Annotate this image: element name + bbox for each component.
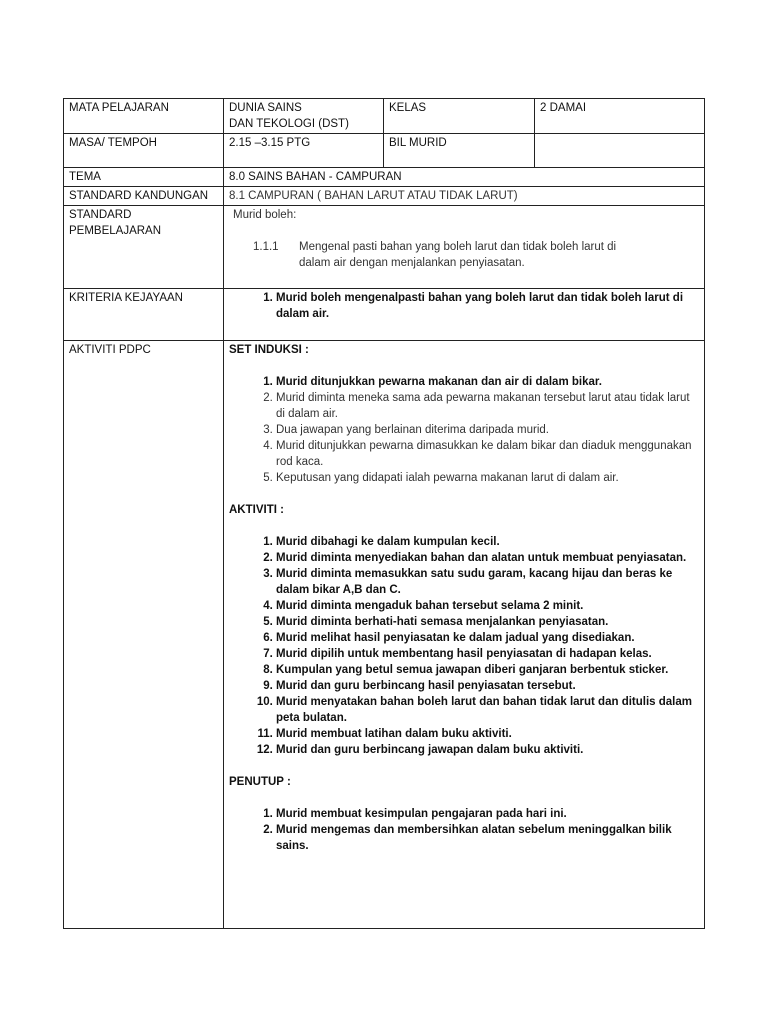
list-item: 12. Murid dan guru berbincang jawapan dalam buku aktiviti.: [276, 742, 699, 758]
list-item: 9. Murid dan guru berbincang hasil penyiasatan tersebut.: [276, 678, 699, 694]
sp-intro: Murid boleh:: [233, 209, 297, 221]
penutup-list: [229, 806, 699, 854]
sp-item: [229, 239, 699, 271]
list-item: 1. Murid membuat kesimpulan pengajaran pada hari ini.: [276, 806, 699, 822]
subject-line-2: DAN TEKOLOGI (DST): [229, 118, 349, 130]
sp-item-line-1: Mengenal pasti bahan yang boleh larut dan tidak boleh larut di: [299, 241, 617, 253]
sp-item-number: 1.1.1: [253, 241, 279, 253]
list-item: 2. Murid diminta menyediakan bahan dan alatan untuk membuat penyiasatan.: [276, 550, 699, 566]
list-item: 1. Murid boleh mengenalpasti bahan yang boleh larut dan tidak boleh larut di dalam air.: [276, 290, 699, 322]
row-mata-pelajaran: [64, 99, 705, 134]
label-mata-pelajaran: MATA PELAJARAN: [64, 99, 224, 134]
label-kelas: KELAS: [384, 99, 535, 134]
label-tema: TEMA: [64, 168, 224, 187]
value-kriteria: [224, 289, 705, 341]
row-standard-pembelajaran: [64, 206, 705, 289]
sp-item-line-2: dalam air dengan menjalankan penyiasatan.: [299, 257, 525, 269]
label-bil-murid: BIL MURID: [384, 134, 535, 168]
list-item: 4. Murid diminta mengaduk bahan tersebut selama 2 minit.: [276, 598, 699, 614]
list-item: 8. Kumpulan yang betul semua jawapan diberi ganjaran berbentuk sticker.: [276, 662, 699, 678]
set-induksi-title: SET INDUKSI :: [229, 344, 309, 356]
penutup-title: PENUTUP :: [229, 776, 291, 788]
list-item: 5. Murid diminta berhati-hati semasa menjalankan penyiasatan.: [276, 614, 699, 630]
label-standard-pembelajaran: [64, 206, 224, 289]
value-standard-pembelajaran: [224, 206, 705, 289]
row-standard-kandungan: [64, 187, 705, 206]
list-item: 2. Murid diminta meneka sama ada pewarna makanan tersebut larut atau tidak larut di dalam air.: [276, 390, 699, 422]
row-kriteria: [64, 289, 705, 341]
label-aktiviti: AKTIVITI PDPC: [64, 341, 224, 929]
value-kelas: 2 DAMAI: [535, 99, 705, 134]
list-item: 7. Murid dipilih untuk membentang hasil penyiasatan di hadapan kelas.: [276, 646, 699, 662]
list-item: 3. Dua jawapan yang berlainan diterima daripada murid.: [276, 422, 699, 438]
value-bil-murid: [535, 134, 705, 168]
value-aktiviti: [224, 341, 705, 929]
row-aktiviti: [64, 341, 705, 929]
list-item: 11. Murid membuat latihan dalam buku aktiviti.: [276, 726, 699, 742]
list-item: 5. Keputusan yang didapati ialah pewarna makanan larut di dalam air.: [276, 470, 699, 486]
subject-line-1: DUNIA SAINS: [229, 102, 302, 114]
list-item: 6. Murid melihat hasil penyiasatan ke dalam jadual yang disediakan.: [276, 630, 699, 646]
aktiviti-list: [229, 534, 699, 758]
label-sp-line-2: PEMBELAJARAN: [69, 225, 162, 237]
aktiviti-title: AKTIVITI :: [229, 504, 284, 516]
list-item: 1. Murid dibahagi ke dalam kumpulan kecil.: [276, 534, 699, 550]
value-masa: 2.15 –3.15 PTG: [224, 134, 384, 168]
label-sp-line-1: STANDARD: [69, 209, 132, 221]
list-item: 3. Murid diminta memasukkan satu sudu garam, kacang hijau dan beras ke dalam bikar A,B dan C.: [276, 566, 699, 598]
label-standard-kandungan: STANDARD KANDUNGAN: [64, 187, 224, 206]
label-masa: MASA/ TEMPOH: [64, 134, 224, 168]
value-tema: 8.0 SAINS BAHAN - CAMPURAN: [224, 168, 705, 187]
value-standard-kandungan: 8.1 CAMPURAN ( BAHAN LARUT ATAU TIDAK LARUT): [224, 187, 705, 206]
lesson-plan-table: [63, 98, 705, 929]
set-induksi-list: [229, 374, 699, 486]
row-tema: [64, 168, 705, 187]
list-item: 2. Murid mengemas dan membersihkan alatan sebelum meninggalkan bilik sains.: [276, 822, 699, 854]
sp-item-text: [299, 239, 616, 271]
list-item: 10. Murid menyatakan bahan boleh larut dan bahan tidak larut dan ditulis dalam peta bulatan.: [276, 694, 699, 726]
row-masa: [64, 134, 705, 168]
list-item: 4. Murid ditunjukkan pewarna dimasukkan ke dalam bikar dan diaduk menggunakan rod kaca.: [276, 438, 699, 470]
kriteria-list: [229, 290, 699, 322]
value-mata-pelajaran: [224, 99, 384, 134]
label-kriteria: KRITERIA KEJAYAAN: [64, 289, 224, 341]
list-item: 1. Murid ditunjukkan pewarna makanan dan air di dalam bikar.: [276, 374, 699, 390]
